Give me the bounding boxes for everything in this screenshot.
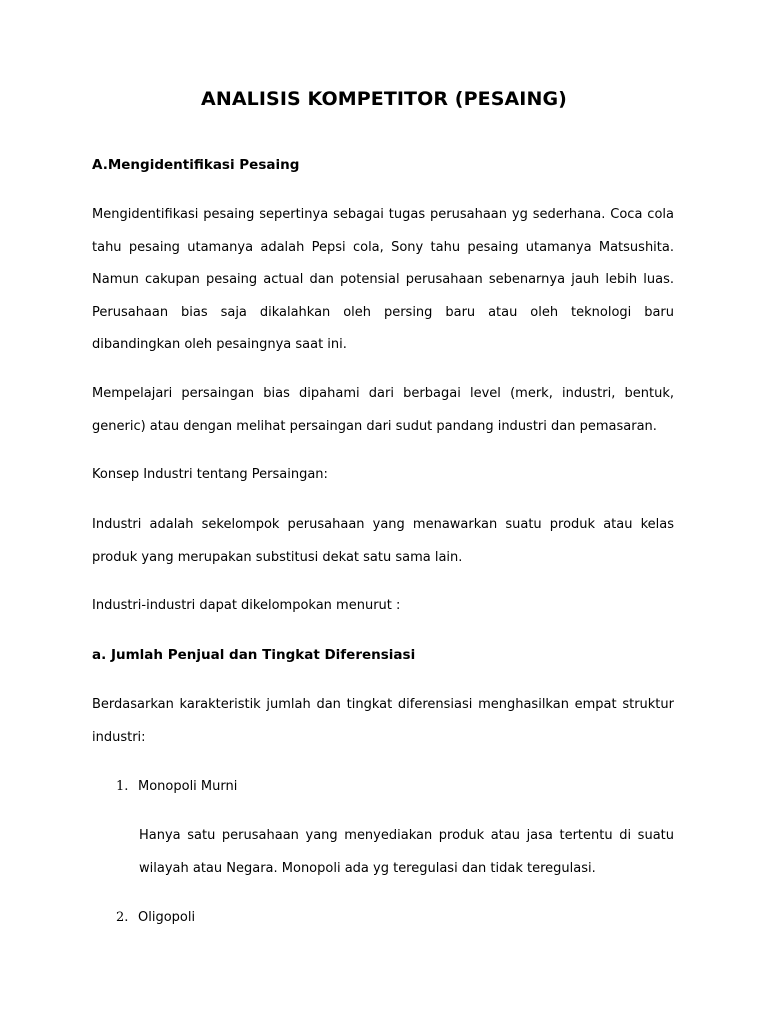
subsection-heading-a bbox=[92, 647, 415, 663]
section-marker: A. bbox=[92, 157, 108, 173]
subsection-marker: a. bbox=[92, 647, 107, 663]
list-label: Monopoli Murni bbox=[138, 779, 238, 794]
document-title: ANALISIS KOMPETITOR (PESAING) bbox=[201, 88, 567, 110]
paragraph-concept-label: Konsep Industri tentang Persaingan: bbox=[92, 467, 328, 482]
section-heading-a bbox=[92, 157, 299, 173]
section-heading-text: Mengidentifikasi Pesaing bbox=[107, 157, 300, 173]
paragraph-levels: Mempelajari persaingan bias dipahami dari berbagai level (merk, industri, bentuk, generic) atau dengan melihat persaingan dari sudut pandang industri dan pemasaran. bbox=[92, 386, 674, 434]
paragraph-intro: Mengidentifikasi pesaing sepertinya sebagai tugas perusahaan yg sederhana. Coca cola tahu pesaing utamanya adalah Pepsi cola, Sony tahu pesaing utamanya Matsushita. Namun cakupan pesaing actual dan potensial perusahaan sebenarnya jauh lebih luas. Perusahaan bias saja dikalahkan oleh persing baru atau oleh teknologi baru dibandingkan oleh pesaingnya saat ini. bbox=[92, 207, 674, 352]
list-description-monopoli: Hanya satu perusahaan yang menyediakan produk atau jasa tertentu di suatu wilayah atau Negara. Monopoli ada yg teregulasi dan tidak teregulasi. bbox=[139, 828, 674, 876]
paragraph-structures: Berdasarkan karakteristik jumlah dan tingkat diferensiasi menghasilkan empat struktur industri: bbox=[92, 697, 674, 745]
paragraph-grouping: Industri-industri dapat dikelompokan menurut : bbox=[92, 598, 401, 613]
list-item-oligopoli bbox=[116, 910, 195, 925]
paragraph-industry-definition: Industri adalah sekelompok perusahaan yang menawarkan suatu produk atau kelas produk yang merupakan substitusi dekat satu sama lain. bbox=[92, 517, 674, 565]
list-item-monopoli bbox=[116, 779, 237, 794]
subsection-heading-text: Jumlah Penjual dan Tingkat Diferensiasi bbox=[110, 647, 416, 663]
list-number: 1. bbox=[116, 779, 129, 794]
list-label: Oligopoli bbox=[138, 910, 196, 925]
list-number: 2. bbox=[116, 910, 129, 925]
